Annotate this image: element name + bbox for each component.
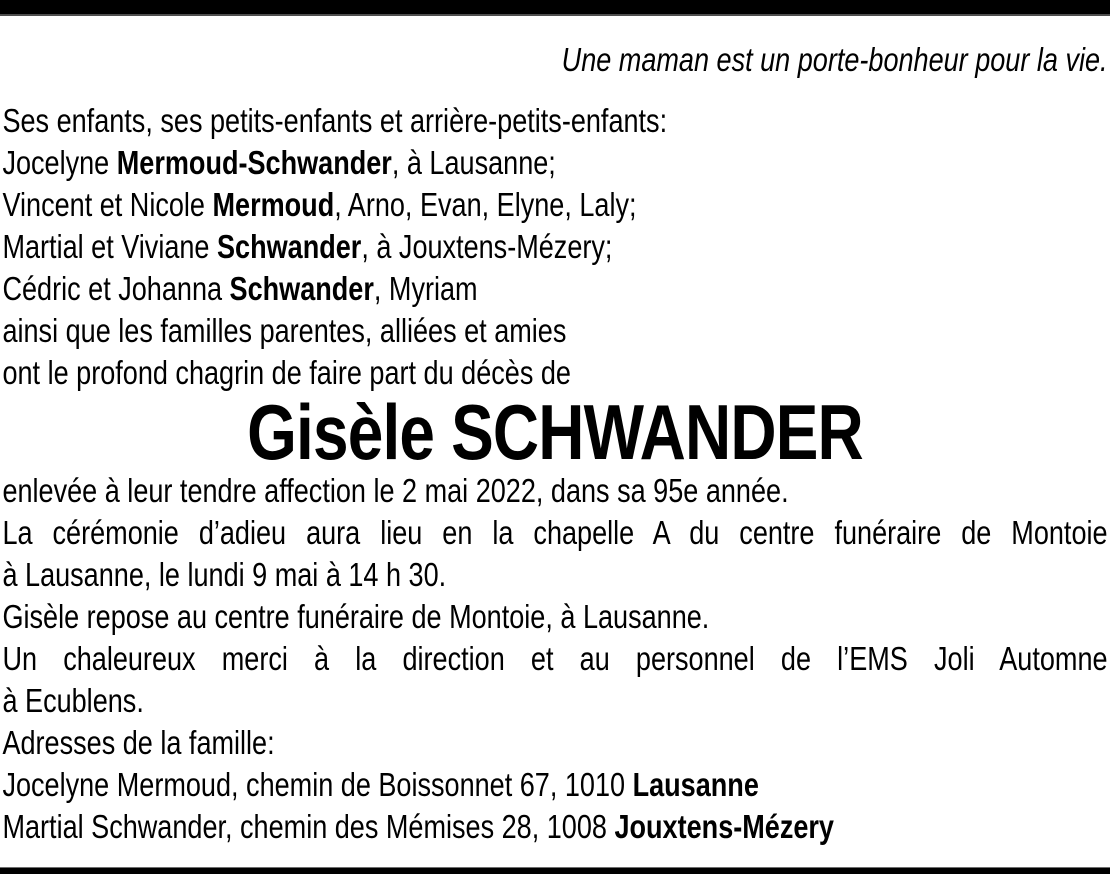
- line-segment: La cérémonie d’adieu aura lieu en la chapelle A du centre funéraire de Montoie: [2, 514, 1108, 551]
- families-line: [2, 310, 1107, 352]
- thanks-line-1: [2, 638, 1107, 680]
- family-line-jocelyne: [2, 142, 1107, 184]
- line-segment: Martial Schwander, chemin des Mémises 28, 1008: [2, 808, 615, 845]
- ceremony-line-2: [2, 554, 1107, 596]
- family-line-cedric: [2, 268, 1107, 310]
- surname-bold: Schwander: [216, 228, 362, 265]
- repose-line: [2, 596, 1107, 638]
- line-segment: , à Jouxtens-Mézery;: [361, 228, 613, 265]
- bottom-border-bar: [0, 867, 1110, 874]
- line-segment: enlevée à leur tendre affection le 2 mai 2022, dans sa 95e année.: [2, 472, 789, 509]
- line-segment: , à Lausanne;: [391, 144, 556, 181]
- line-segment: Cédric et Johanna: [2, 270, 230, 307]
- ceremony-line-1: [2, 512, 1107, 554]
- line-segment: , Myriam: [373, 270, 478, 307]
- address-line-jocelyne: [2, 764, 1107, 806]
- line-segment: Jocelyne Mermoud, chemin de Boissonnet 67, 1010: [2, 766, 633, 803]
- top-border-bar: [0, 0, 1110, 16]
- thanks-line-2: [2, 680, 1107, 722]
- line-segment: Jocelyne: [2, 144, 117, 181]
- family-line-martial: [2, 226, 1107, 268]
- city-bold: Jouxtens-Mézery: [614, 808, 834, 845]
- death-date-line: [2, 470, 1107, 512]
- deceased-name-title: Gisèle SCHWANDER: [247, 388, 863, 476]
- epigraph-quote: Une maman est un porte-bonheur pour la vie.: [561, 41, 1108, 78]
- line-segment: ont le profond chagrin de faire part du décès de: [2, 354, 571, 391]
- line-segment: à Lausanne, le lundi 9 mai à 14 h 30.: [2, 556, 447, 593]
- line-segment: ainsi que les familles parentes, alliées et amies: [2, 312, 567, 349]
- line-segment: Ses enfants, ses petits-enfants et arrière-petits-enfants:: [2, 102, 668, 139]
- line-segment: Adresses de la famille:: [2, 724, 275, 761]
- surname-bold: Mermoud-Schwander: [116, 144, 392, 181]
- addresses-heading-line: [2, 722, 1107, 764]
- intro-line: [2, 100, 1107, 142]
- line-segment: à Ecublens.: [2, 682, 144, 719]
- address-line-martial: [2, 806, 1107, 848]
- city-bold: Lausanne: [632, 766, 759, 803]
- line-segment: Vincent et Nicole: [2, 186, 213, 223]
- line-segment: Gisèle repose au centre funéraire de Montoie, à Lausanne.: [2, 598, 710, 635]
- line-segment: Martial et Viviane: [2, 228, 217, 265]
- notice-body: [0, 40, 1110, 848]
- surname-bold: Mermoud: [212, 186, 335, 223]
- line-segment: Un chaleureux merci à la direction et au personnel de l’EMS Joli Automne: [2, 640, 1108, 677]
- surname-bold: Schwander: [229, 270, 374, 307]
- line-segment: , Arno, Evan, Elyne, Laly;: [334, 186, 637, 223]
- family-line-vincent: [2, 184, 1107, 226]
